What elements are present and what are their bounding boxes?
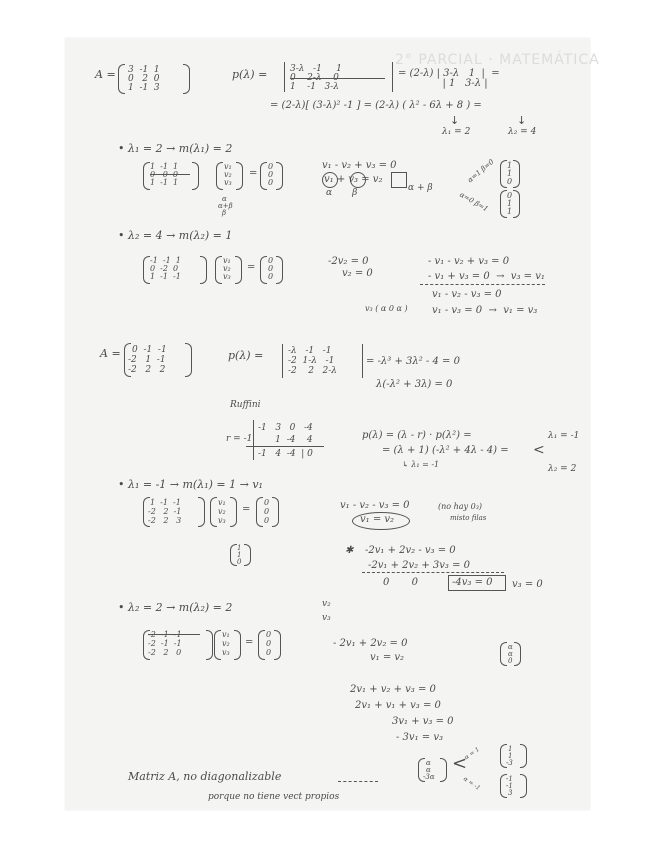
- l1-matrix-right-bracket: [192, 162, 199, 190]
- l2-matrix-left-bracket: [143, 256, 150, 284]
- l2-vec-left-bracket: [215, 256, 222, 284]
- lb2-v-right-bracket: [440, 758, 447, 782]
- ruffini-row-1: -1 3 0 -4: [258, 423, 313, 433]
- page-watermark: 2° PARCIAL · MATEMÁTICA: [395, 52, 600, 68]
- l2-vec-entry: v₃: [223, 272, 231, 281]
- l2-zero-left-bracket: [260, 256, 267, 284]
- char-poly-b-label: p(λ) =: [228, 349, 264, 362]
- det-b-left-bar: [282, 344, 283, 378]
- l2-row-reduction-3: v₁ - v₂ - v₃ = 0: [432, 289, 502, 300]
- lb1-zero-entry: 0: [264, 507, 270, 516]
- l1-beta-vec-left: [500, 190, 507, 218]
- lb1-equation: v₁ - v₂ - v₃ = 0: [340, 500, 410, 511]
- l1-params: α β: [326, 188, 358, 198]
- lb1-zero-right-bracket: [272, 497, 279, 527]
- matrix-a-left-bracket: [118, 64, 125, 94]
- l1-beta-vec-right: [513, 190, 520, 218]
- det-row-3: 1 -1 3-λ: [290, 82, 339, 92]
- lb2-v-entry: -3α: [423, 773, 435, 781]
- lb2-res-b-entry: 3: [508, 789, 513, 797]
- lb1-vec-entry: v₂: [218, 507, 226, 516]
- lb2-res-a-entry: 1: [508, 752, 513, 760]
- lb1-step-1: -2v₁ + 2v₂ - v₃ = 0: [365, 545, 456, 556]
- lb1-eigen-left-bracket: [230, 544, 237, 566]
- char-poly-label: p(λ) =: [232, 68, 268, 81]
- lb2-step-1: 2v₁ + v₂ + v₃ = 0: [350, 684, 436, 695]
- lb1-eigen-entry: 1: [237, 551, 242, 559]
- l1-zero-left-bracket: [260, 162, 267, 190]
- l2-zero-right-bracket: [276, 256, 283, 284]
- lb1-zero-left-bracket: [256, 497, 263, 527]
- l2-vec-right-bracket: [235, 256, 242, 284]
- lb1-matrix-row: -2 2 -1: [148, 507, 182, 516]
- lb2-res-b-right: [520, 774, 527, 798]
- l1-matrix-row: 0 0 0: [150, 170, 178, 179]
- det-b-row-1: -λ -1 -1: [288, 346, 332, 356]
- lb1-note: (no hay 0₃): [438, 502, 483, 511]
- l1-zero-entry: 0: [268, 170, 274, 179]
- lb2-target-v3: v₃: [322, 613, 331, 623]
- lb2-target-v2: v₂: [322, 599, 331, 609]
- lb2-cond-a: α = 1: [463, 745, 481, 762]
- expansion-line: = (2-λ)[ (3-λ)² -1 ] = (2-λ) ( λ² - 6λ + 8 ) =: [270, 100, 482, 111]
- lb2-zero-right-bracket: [274, 630, 281, 660]
- l1-combo: α + β: [408, 183, 433, 193]
- root-2: λ₂ = 4: [508, 127, 537, 137]
- l1-alpha-vec-entry: 1: [507, 161, 513, 170]
- conclusion-line-2: porque no tiene vect propios: [208, 792, 340, 802]
- l1-matrix-strike: [150, 174, 190, 175]
- matrix-b-row-2: -2 1 -1: [128, 355, 166, 365]
- lb1-note-2: misto filas: [450, 514, 487, 522]
- l1-beta-condition: α=0 β=1: [458, 190, 490, 214]
- l1-vec-entry: v₁: [224, 162, 232, 171]
- l1-matrix-row: 1 -1 1: [150, 162, 179, 171]
- l1-side-vec: α+β: [218, 202, 233, 210]
- lb2-zero-entry: 0: [266, 639, 272, 648]
- det-result-row-2: | 1 3-λ |: [398, 78, 488, 89]
- lb1-eigen-entry: 0: [237, 558, 242, 566]
- ruffini-label: Ruffini: [230, 400, 261, 410]
- l1-alpha-vec-entry: 0: [507, 177, 513, 186]
- l1-vec-left-bracket: [216, 162, 223, 190]
- lb2-cond-b: α = -1: [461, 775, 482, 792]
- lambda1-b-heading: • λ₁ = -1 → m(λ₁) = 1 → v₁: [118, 478, 263, 491]
- det-b-result: = -λ³ + 3λ² - 4 = 0: [366, 356, 460, 367]
- lb2-step-2: 2v₁ + v₁ + v₃ = 0: [355, 700, 441, 711]
- l1-side-vec: β: [222, 209, 227, 217]
- root-b-2: λ₂ = 2: [548, 464, 577, 474]
- root-branch-mark: <: [533, 442, 545, 458]
- det-b-right-bar: [362, 344, 363, 378]
- root-b-1: λ₁ = -1: [548, 431, 580, 441]
- lb1-zero-entry: 0: [264, 516, 270, 525]
- lb2-step-3: 3v₁ + v₃ = 0: [392, 716, 454, 727]
- l2-row-reduction-4: v₁ - v₃ = 0 → v₁ = v₃: [432, 305, 538, 316]
- ruffini-row-3: -1 4 -4 | 0: [258, 449, 313, 459]
- lb1-eigen-right-bracket: [244, 544, 251, 566]
- l1-beta-vec-entry: 1: [507, 199, 513, 208]
- l2-eq-2: v₂ = 0: [342, 268, 373, 279]
- lb1-step-3-result: v₃ = 0: [512, 579, 543, 590]
- l1-alpha-vec-entry: 1: [507, 169, 513, 178]
- lb2-alpha-entry: α: [508, 643, 513, 651]
- l1-beta-vec-entry: 1: [507, 207, 513, 216]
- det-result: = (2-λ) | 3-λ 1 | =: [398, 68, 500, 79]
- matrix-b-row-3: -2 2 2: [128, 365, 166, 375]
- lb2-matrix-right-bracket: [206, 630, 213, 660]
- conclusion-dashed-line: [338, 781, 378, 782]
- lb2-equals: =: [245, 637, 254, 648]
- lb1-vec-right-bracket: [230, 497, 237, 527]
- det-b-row-2: -2 1-λ -1: [288, 356, 335, 366]
- l1-param-eq: v₁ + v₃ = v₂: [324, 174, 383, 185]
- lb2-eq-1: - 2v₁ + 2v₂ = 0: [333, 638, 408, 649]
- lb2-v-entry: α: [426, 766, 431, 774]
- lb2-vec-entry: v₂: [222, 639, 230, 648]
- l1-vec-entry: v₂: [224, 170, 232, 179]
- lb1-vec-entry: v₃: [218, 516, 226, 525]
- lb2-res-a-entry: -3: [506, 759, 513, 767]
- lb1-zero-entry: 0: [264, 498, 270, 507]
- lb1-oval-eq: v₁ = v₂: [360, 514, 395, 525]
- lb1-equals: =: [242, 504, 251, 515]
- l1-equals: =: [249, 168, 258, 179]
- lb1-matrix-row: -2 2 3: [148, 516, 182, 525]
- l1-v2-box: [391, 172, 407, 188]
- l1-zero-entry: 0: [268, 162, 274, 171]
- l2-matrix-right-bracket: [200, 256, 207, 284]
- lambda2-b-heading: • λ₂ = 2 → m(λ₂) = 2: [118, 601, 233, 614]
- lambda1-heading: • λ₁ = 2 → m(λ₁) = 2: [118, 142, 233, 155]
- l2-matrix-row: 0 -2 0: [150, 264, 179, 273]
- l2-vec-entry: v₂: [223, 264, 231, 273]
- l1-zero-right-bracket: [276, 162, 283, 190]
- l2-vec-entry: v₁: [223, 256, 231, 265]
- conclusion-line-1: Matriz A, no diagonalizable: [128, 770, 282, 783]
- det-right-bar: [392, 62, 393, 92]
- lb2-zero-entry: 0: [266, 648, 272, 657]
- lb2-matrix-strike: [148, 634, 200, 635]
- ruffini-r: r = -1: [226, 434, 253, 444]
- ruffini-horizontal: [246, 446, 324, 447]
- lb2-eq-2: v₁ = v₂: [370, 652, 405, 663]
- det-strike-line: [290, 78, 385, 79]
- l1-zero-entry: 0: [268, 178, 274, 187]
- lb2-vec-entry: v₃: [222, 648, 230, 657]
- ruffini-vertical: [253, 420, 254, 460]
- lb2-alpha-entry: 0: [508, 657, 513, 665]
- det-b-result-2: λ(-λ² + 3λ) = 0: [376, 379, 453, 390]
- lb2-res-a-entry: 1: [508, 745, 513, 753]
- lb1-vec-entry: v₁: [218, 498, 226, 507]
- l1-equation: v₁ - v₂ + v₃ = 0: [322, 160, 397, 171]
- l2-row-reduction-1: - v₁ - v₂ + v₃ = 0: [428, 256, 510, 267]
- lb2-branch-mark: <: [452, 753, 468, 774]
- l1-alpha-vec-left: [500, 160, 507, 188]
- matrix-b-label: A =: [100, 347, 121, 360]
- l1-matrix-row: 1 -1 1: [150, 178, 179, 187]
- matrix-a-row-3: 1 -1 3: [128, 83, 160, 93]
- l2-zero-entry: 0: [268, 256, 274, 265]
- lb1-eigen-entry: 1: [237, 544, 242, 552]
- l2-row-reduction-2: - v₁ + v₃ = 0 → v₃ = v₁: [428, 271, 545, 282]
- lb2-alpha-left-bracket: [500, 642, 507, 666]
- lb1-matrix-row: 1 -1 -1: [150, 498, 181, 507]
- matrix-a-right-bracket: [183, 64, 190, 94]
- det-b-row-3: -2 2 2-λ: [288, 366, 337, 376]
- factor-line-1: p(λ) = (λ - r) · p(λ²) =: [362, 430, 472, 441]
- lb1-step-3: -4v₃ = 0: [452, 577, 493, 588]
- l2-matrix-row: 1 -1 -1: [150, 272, 181, 281]
- l2-eq-1: -2v₂ = 0: [328, 256, 369, 267]
- lb1-step-2: -2v₁ + 2v₂ + 3v₃ = 0: [368, 560, 471, 571]
- lb2-res-b-entry: -1: [506, 782, 513, 790]
- root-1: λ₁ = 2: [442, 127, 471, 137]
- det-left-bar: [284, 62, 285, 92]
- lb2-zero-entry: 0: [266, 630, 272, 639]
- lb2-matrix-row: -2 2 0: [148, 648, 182, 657]
- factor-line-3: ↳ λ₁ = -1: [402, 460, 440, 469]
- lb1-dashed-separator: [362, 572, 504, 573]
- lb2-res-a-right: [520, 744, 527, 768]
- l1-matrix-left-bracket: [143, 162, 150, 190]
- lb2-vec-right-bracket: [234, 630, 241, 660]
- lb1-step-3-zeros: 0 0: [383, 577, 418, 588]
- l1-vec-right-bracket: [236, 162, 243, 190]
- matrix-a-row-2: 0 2 0: [128, 74, 160, 84]
- lb2-matrix-row: -2 -1 -1: [148, 630, 182, 639]
- lambda2-heading: • λ₂ = 4 → m(λ₂) = 1: [118, 229, 233, 242]
- down-arrow-icon: ↓: [517, 114, 527, 127]
- l2-matrix-row: -1 -1 1: [150, 256, 181, 265]
- matrix-a-row-1: 3 -1 1: [128, 65, 160, 75]
- l1-alpha-vec-right: [513, 160, 520, 188]
- factor-line-2: = (λ + 1) (-λ² + 4λ - 4) =: [382, 445, 509, 456]
- l2-equals: =: [247, 262, 256, 273]
- lb2-step-4: - 3v₁ = v₃: [396, 732, 443, 743]
- lb2-matrix-row: -2 -1 -1: [148, 639, 182, 648]
- star-icon: ✱: [345, 545, 354, 556]
- ruffini-row-2: 1 -4 4: [258, 435, 313, 445]
- l1-vec-entry: v₃: [224, 178, 232, 187]
- lb1-vec-left-bracket: [210, 497, 217, 527]
- l1-beta-vec-entry: 0: [507, 191, 513, 200]
- lb2-v-entry: α: [426, 759, 431, 767]
- lb2-alpha-entry: α: [508, 650, 513, 658]
- matrix-a-label: A =: [95, 68, 116, 81]
- lb2-zero-left-bracket: [258, 630, 265, 660]
- l2-zero-entry: 0: [268, 264, 274, 273]
- l2-dashed-separator: [420, 284, 545, 285]
- l2-vsym: v₃ ( α 0 α ): [365, 304, 408, 313]
- lb2-alpha-right-bracket: [514, 642, 521, 666]
- lb1-matrix-right-bracket: [198, 497, 205, 527]
- lb2-vec-entry: v₁: [222, 630, 230, 639]
- l2-zero-entry: 0: [268, 272, 274, 281]
- matrix-b-row-1: 0 -1 -1: [132, 345, 167, 355]
- down-arrow-icon: ↓: [450, 114, 460, 127]
- matrix-b-right-bracket: [185, 343, 192, 377]
- l1-alpha-condition: α=1 β=0: [466, 157, 496, 185]
- lb2-vec-left-bracket: [214, 630, 221, 660]
- det-row-2: 0 2-λ 0: [290, 73, 339, 83]
- lb2-res-b-entry: -1: [506, 775, 513, 783]
- l1-side-vec: α: [222, 195, 227, 203]
- det-row-1: 3-λ -1 1: [290, 64, 342, 74]
